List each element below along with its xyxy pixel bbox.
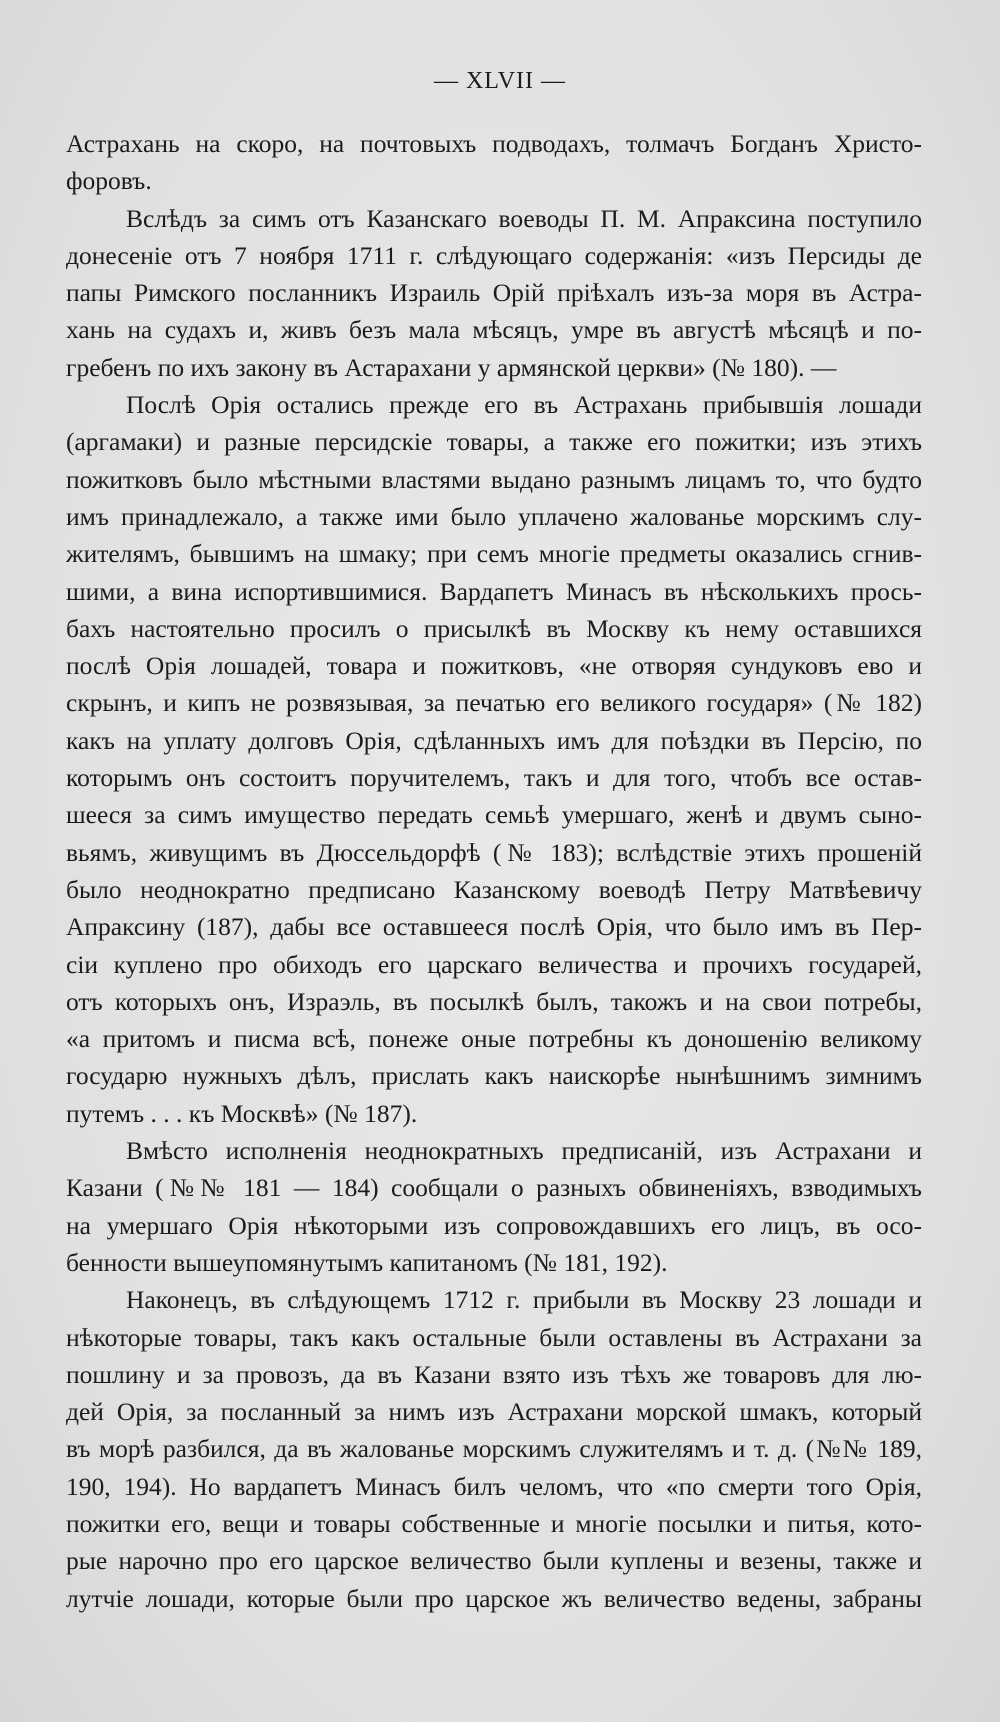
text-line: донесеніе отъ 7 ноября 1711 г. слѣдующаго содержанія: «изъ Персиды де — [66, 240, 922, 270]
text-line: 190, 194). Но вардапетъ Минасъ билъ челомъ, что «по смерти того Орія, — [66, 1471, 922, 1501]
text-line: папы Римского посланникъ Израиль Орій пріѣхалъ изъ-за моря въ Астра- — [66, 278, 922, 308]
text-line: Наконецъ, въ слѣдующемъ 1712 г. прибыли въ Москву 23 лошади и — [126, 1285, 922, 1315]
text-line: Казани (№№ 181 — 184) сообщали о разныхъ обвиненіяхъ, взводимыхъ — [66, 1173, 922, 1203]
text-line: дей Орія, за посланный за нимъ изъ Астрахани морской шмакъ, который — [66, 1397, 922, 1427]
text-line: «а притомъ и писма всѣ, понеже оные потребны къ доношенію великому — [66, 1024, 922, 1054]
text-line: вьямъ, живущимъ въ Дюссельдорфѣ (№ 183); вслѣдствіе этихъ прошеній — [66, 837, 922, 867]
text-line: Послѣ Орія остались прежде его въ Астрахань прибывшія лошади — [126, 390, 922, 420]
text-line: (аргамаки) и разные персидскіе товары, а также его пожитки; изъ этихъ — [66, 427, 922, 457]
body-text — [66, 125, 922, 1617]
text-line: шееся за симъ имущество передать семьѣ умершаго, женѣ и двумъ сыно- — [66, 800, 922, 830]
text-line: жителямъ, бывшимъ на шмаку; при семъ многіе предметы оказались сгнив- — [66, 539, 922, 569]
text-line: гребенъ по ихъ закону въ Астарахани у армянской церкви» (№ 180). — — [66, 352, 837, 382]
text-line: какъ на уплату долговъ Орія, сдѣланныхъ имъ для поѣздки въ Персію, по — [66, 725, 922, 755]
text-line: Апраксину (187), дабы все оставшееся послѣ Орія, что было имъ въ Пер- — [66, 912, 922, 942]
text-line: бенности вышеупомянутымъ капитаномъ (№ 181, 192). — [66, 1247, 668, 1277]
text-line: Астрахань на скоро, на почтовыхъ подводахъ, толмачъ Богданъ Христо- — [66, 129, 922, 158]
text-line: которымъ онъ состоитъ поручителемъ, такъ и для того, чтобъ все остав- — [66, 763, 922, 793]
text-line: шими, а вина испортившимися. Вардапетъ Минасъ въ нѣсколькихъ прось- — [66, 576, 922, 606]
text-line: на умершаго Орія нѣкоторыми изъ сопровождавшихъ его лицъ, въ осо- — [66, 1210, 922, 1240]
text-line: лутчіе лошади, которые были про царское жъ величество ведены, забраны — [66, 1583, 922, 1613]
text-line: пожитки его, вещи и товары собственные и многіе посылки и питья, кото- — [66, 1508, 922, 1538]
text-line: Вслѣдъ за симъ отъ Казанскаго воеводы П. М. Апраксина поступило — [126, 203, 922, 233]
text-line: пошлину и за провозъ, да въ Казани взято изъ тѣхъ же товаровъ для лю- — [66, 1359, 922, 1389]
text-line: Вмѣсто исполненія неоднократныхъ предписаній, изъ Астрахани и — [126, 1136, 922, 1166]
text-line: въ морѣ разбился, да въ жалованье морскимъ служителямъ и т. д. (№№ 189, — [66, 1434, 922, 1464]
text-line: сіи куплено про обиходъ его царскаго величества и прочихъ государей, — [66, 949, 922, 979]
text-line: имъ принадлежало, а также ими было уплачено жалованье морскимъ слу- — [66, 501, 922, 531]
text-line: скрынъ, и кипъ не розвязывая, за печатью его великого государя» (№ 182) — [66, 688, 922, 718]
text-line: пожитковъ было мѣстными властями выдано разнымъ лицамъ то, что будто — [66, 464, 922, 494]
text-line: путемъ . . . къ Москвѣ» (№ 187). — [66, 1098, 418, 1128]
text-line: отъ которыхъ онъ, Израэль, въ посылкѣ былъ, такожъ и на свои потребы, — [66, 986, 922, 1016]
text-line: послѣ Орія лошадей, товара и пожитковъ, «не отворяя сундуковъ ево и — [66, 651, 922, 681]
text-line: было неоднократно предписано Казанскому воеводѣ Петру Матвѣевичу — [66, 874, 922, 904]
text-line: хань на судахъ и, живъ безъ мала мѣсяцъ, умре въ августѣ мѣсяцѣ и по- — [66, 315, 922, 345]
text-line: рые нарочно про его царское величество были куплены и везены, также и — [66, 1546, 922, 1576]
text-line: форовъ. — [66, 166, 152, 196]
page-number: — XLVII — — [433, 68, 567, 94]
text-line: бахъ настоятельно просилъ о присылкѣ въ Москву къ нему оставшихся — [66, 613, 922, 643]
text-line: нѣкоторые товары, такъ какъ остальные были оставлены въ Астрахани за — [66, 1322, 922, 1352]
text-line: государю нужныхъ дѣлъ, прислать какъ наискорѣе нынѣшнимъ зимнимъ — [66, 1061, 922, 1091]
